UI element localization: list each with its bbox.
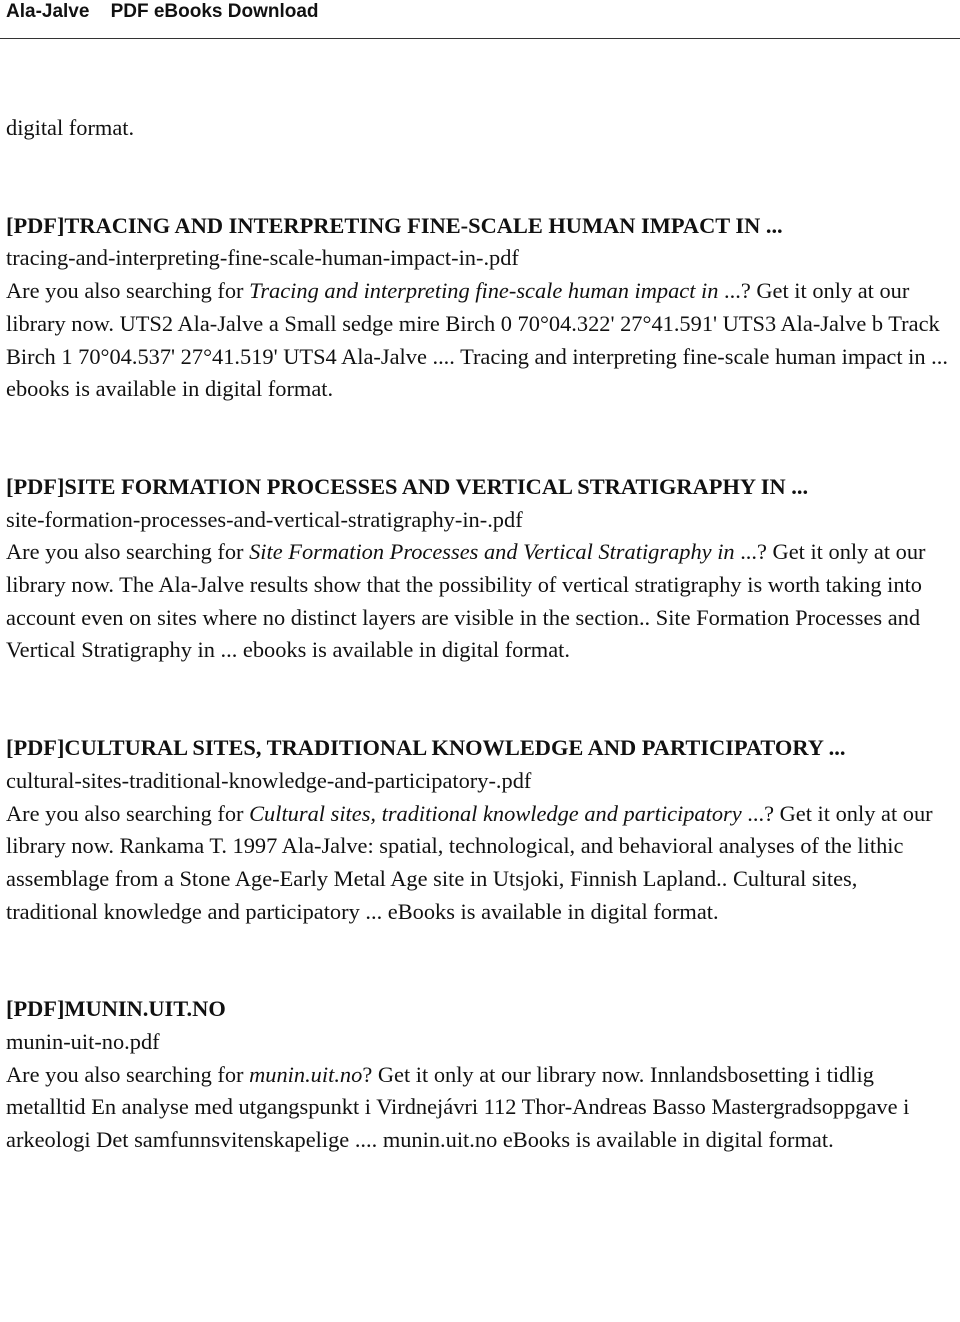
search-term: munin.uit.no xyxy=(249,1061,363,1087)
search-suffix: ...? Get it only at our library now. The Ala-Jalve results show that the possibility of vertical stratigraphy is worth taking into account even on sites where no distinct layers are visible in the section.. Site Formation Processes and Vertical Stratigraphy in ... ebooks is available in digital format. xyxy=(6,539,926,663)
spacer xyxy=(6,667,951,732)
search-term: Cultural sites, traditional knowledge and participatory xyxy=(249,800,742,826)
spacer xyxy=(6,928,951,993)
header-subtitle: PDF eBooks Download xyxy=(110,1,319,22)
ebook-entry-tracing xyxy=(6,210,951,406)
entry-filename[interactable]: tracing-and-interpreting-fine-scale-human-impact-in-.pdf xyxy=(6,245,519,271)
ebook-entry-cultural-sites xyxy=(6,732,951,928)
search-term: Site Formation Processes and Vertical Stratigraphy in xyxy=(249,539,735,565)
site-name: Ala-Jalve xyxy=(6,1,90,22)
document-body xyxy=(6,112,951,1157)
ebook-entry-site-formation xyxy=(6,471,951,667)
page-header xyxy=(6,0,319,26)
intro-fragment: digital format. xyxy=(6,115,135,140)
search-suffix: ? Get it only at our library now. Innlandsbosetting i tidlig metalltid En analyse med utgangspunkt i Virdnejávri 112 Thor-Andreas Basso Mastergradsoppgave i arkeologi Det samfunnsvitenskapelige .... munin.uit.no eBooks is available in digital format. xyxy=(6,1061,910,1153)
entry-description xyxy=(6,798,951,929)
entry-description xyxy=(6,275,951,406)
entry-title[interactable]: [PDF]MUNIN.UIT.NO xyxy=(6,996,226,1022)
search-term: Tracing and interpreting fine-scale human impact in xyxy=(249,278,719,304)
entry-title[interactable]: [PDF]TRACING AND INTERPRETING FINE-SCALE HUMAN IMPACT IN ... xyxy=(6,212,783,238)
entry-title[interactable]: [PDF]CULTURAL SITES, TRADITIONAL KNOWLEDGE AND PARTICIPATORY ... xyxy=(6,735,846,761)
entry-description xyxy=(6,1059,951,1157)
search-prefix: Are you also searching for xyxy=(6,1061,250,1087)
search-suffix: ...? Get it only at our library now. Rankama T. 1997 Ala-Jalve: spatial, technological, and behavioral analyses of the lithic assemblage from a Stone Age-Early Metal Age site in Utsjoki, Finnish Lapland.. Cultural sites, traditional knowledge and participatory ... eBooks is available in digital format. xyxy=(6,800,933,924)
entry-filename[interactable]: site-formation-processes-and-vertical-stratigraphy-in-.pdf xyxy=(6,506,523,532)
entry-title[interactable]: [PDF]SITE FORMATION PROCESSES AND VERTICAL STRATIGRAPHY IN ... xyxy=(6,473,809,499)
ebook-entry-munin xyxy=(6,993,951,1157)
spacer xyxy=(6,406,951,471)
search-prefix: Are you also searching for xyxy=(6,278,250,304)
header-divider xyxy=(0,38,960,39)
search-prefix: Are you also searching for xyxy=(6,800,250,826)
entry-description xyxy=(6,536,951,667)
spacer xyxy=(6,145,951,210)
search-suffix: ...? Get it only at our library now. UTS2 Ala-Jalve a Small sedge mire Birch 0 70°04.322' 27°41.591' UTS3 Ala-Jalve b Track Birch 1 70°04.537' 27°41.519' UTS4 Ala-Jalve .... Tracing and interpreting fine-scale human impact in ... ebooks is available in digital format. xyxy=(6,278,948,402)
entry-filename[interactable]: munin-uit-no.pdf xyxy=(6,1029,160,1055)
entry-filename[interactable]: cultural-sites-traditional-knowledge-and-participatory-.pdf xyxy=(6,767,532,793)
search-prefix: Are you also searching for xyxy=(6,539,250,565)
